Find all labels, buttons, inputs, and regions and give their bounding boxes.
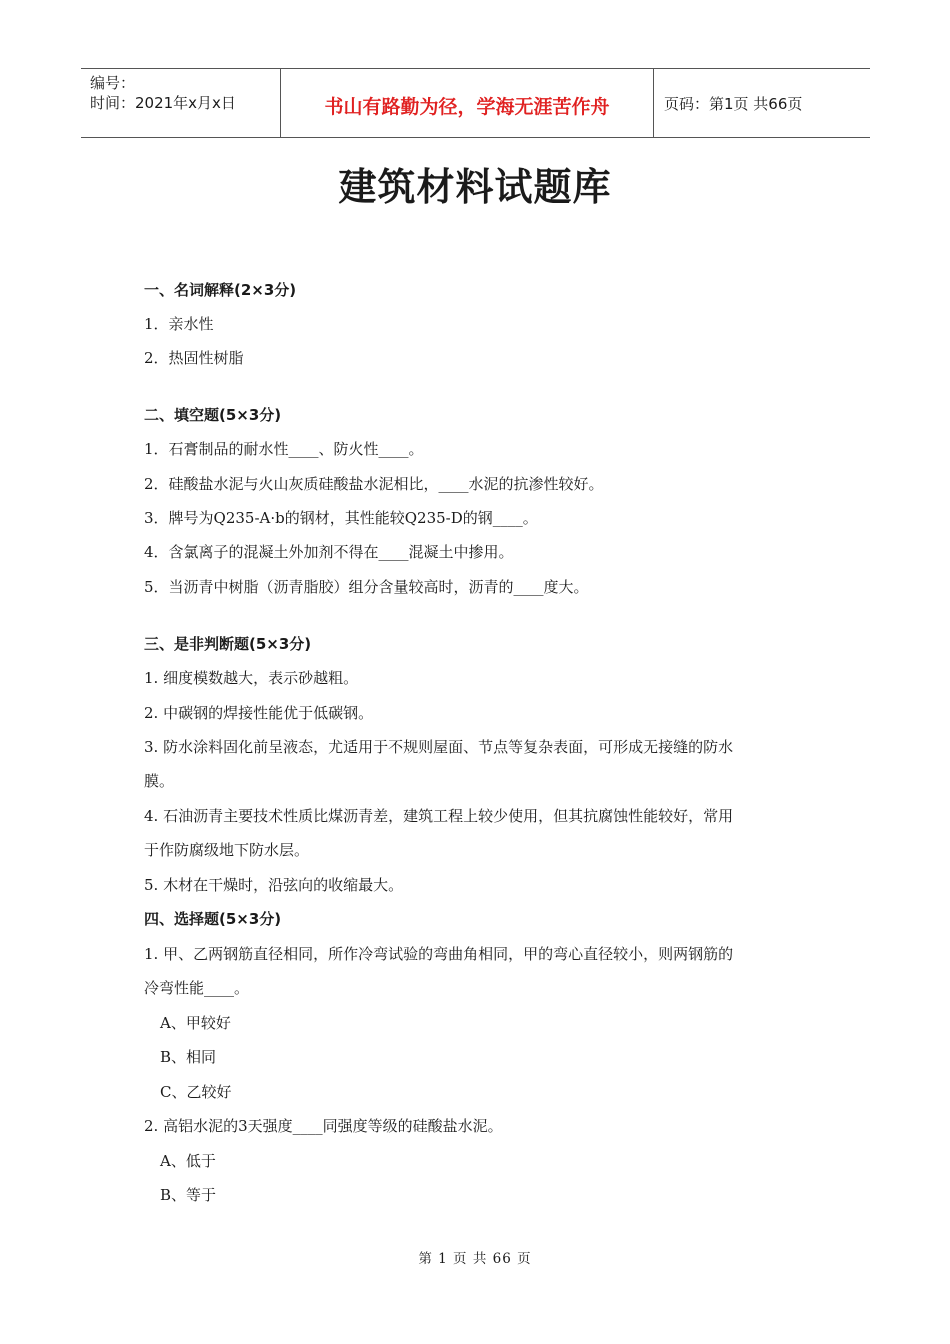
choice-option: A、低于	[160, 1152, 216, 1170]
question-line: 5．当沥青中树脂（沥青脂胶）组分含量较高时，沥青的____度大。	[144, 578, 589, 596]
choice-option: A、甲较好	[160, 1014, 231, 1032]
header-motto: 书山有路勤为径，学海无涯苦作舟	[281, 69, 654, 137]
choice-option: B、等于	[160, 1186, 217, 1204]
header-meta	[81, 69, 281, 137]
page-footer: 第 1 页 共 66 页	[418, 1251, 532, 1267]
question-line: 膜。	[144, 772, 175, 790]
choice-option: C、乙较好	[160, 1083, 232, 1101]
number-label: 编号：	[90, 74, 136, 92]
time-label: 时间：2021年x月x日	[90, 94, 236, 112]
question-line: 1. 细度模数越大，表示砂越粗。	[144, 669, 359, 687]
section-heading-true-false: 三、是非判断题(5×3分)	[144, 635, 312, 653]
question-line: 2. 中碳钢的焊接性能优于低碳钢。	[144, 704, 374, 722]
question-line: 2. 高铝水泥的3天强度____同强度等级的硅酸盐水泥。	[144, 1117, 503, 1135]
question-line: 冷弯性能____。	[144, 979, 250, 997]
question-line: 5. 木材在干燥时，沿弦向的收缩最大。	[144, 876, 404, 894]
question-line: 4．含氯离子的混凝土外加剂不得在____混凝土中掺用。	[144, 543, 514, 561]
question-line: 1. 甲、乙两钢筋直径相同，所作冷弯试验的弯曲角相同，甲的弯心直径较小，则两钢筋的	[144, 945, 734, 963]
choice-option: B、相同	[160, 1048, 217, 1066]
question-line: 3. 防水涂料固化前呈液态，尤适用于不规则屋面、节点等复杂表面，可形成无接缝的防水	[144, 738, 734, 756]
question-line: 2．硅酸盐水泥与火山灰质硅酸盐水泥相比，____水泥的抗渗性较好。	[144, 475, 604, 493]
header-table	[81, 68, 870, 138]
document-title: 建筑材料试题库	[338, 165, 612, 209]
question-line: 于作防腐级地下防水层。	[144, 841, 310, 859]
question-line: 1．石膏制品的耐水性____、防火性____。	[144, 440, 424, 458]
section-heading-multiple-choice: 四、选择题(5×3分)	[144, 910, 282, 928]
header-page-code: 页码：第1页 共66页	[664, 94, 803, 113]
question-line: 4. 石油沥青主要技术性质比煤沥青差，建筑工程上较少使用，但其抗腐蚀性能较好，常用	[144, 807, 734, 825]
section-heading-definitions: 一、名词解释(2×3分)	[144, 281, 297, 299]
section-heading-fill-blank: 二、填空题(5×3分)	[144, 406, 282, 424]
question-line: 2．热固性树脂	[144, 349, 244, 367]
question-line: 3．牌号为Q235-A·b的钢材，其性能较Q235-D的钢____。	[144, 509, 538, 527]
question-line: 1．亲水性	[144, 315, 214, 333]
